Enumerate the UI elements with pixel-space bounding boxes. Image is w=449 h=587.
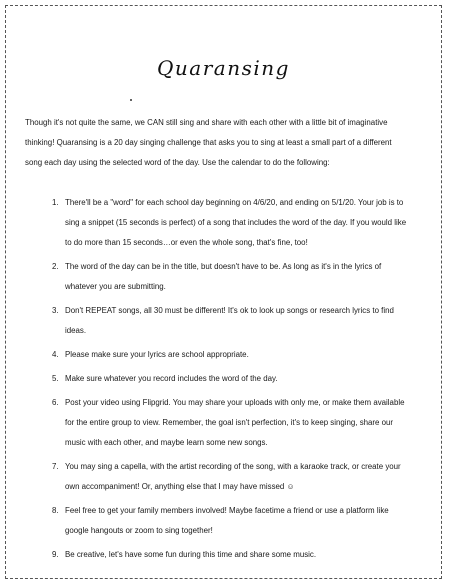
list-item-text: Don't REPEAT songs, all 30 must be different! It's ok to look up songs or research lyrics to find ideas.	[65, 306, 394, 335]
list-item	[25, 393, 410, 453]
document-title: Quaransing	[157, 56, 290, 80]
list-item	[25, 457, 410, 497]
list-item-number: 5.	[52, 374, 59, 383]
list-item	[25, 501, 410, 541]
list-item	[25, 345, 410, 365]
list-item	[25, 545, 410, 565]
list-item-number: 1.	[52, 198, 59, 207]
list-item-text: Make sure whatever you record includes the word of the day.	[65, 374, 278, 383]
list-item-text: You may sing a capella, with the artist recording of the song, with a karaoke track, or create your own accompaniment! Or, anything else that I may have missed ☺	[65, 462, 401, 491]
list-item	[25, 301, 410, 341]
instructions-list	[25, 193, 410, 569]
list-item-text: Please make sure your lyrics are school appropriate.	[65, 350, 249, 359]
list-item	[25, 257, 410, 297]
list-item-number: 9.	[52, 550, 59, 559]
list-item-text: The word of the day can be in the title, but doesn't have to be. As long as it's in the lyrics of whatever you are submitting.	[65, 262, 382, 291]
list-item-number: 3.	[52, 306, 59, 315]
list-item-number: 7.	[52, 462, 59, 471]
list-item-text: Post your video using Flipgrid. You may share your uploads with only me, or make them available for the entire group to view. Remember, the goal isn't perfection, it's to keep singing, share our music with each other, and maybe learn some new songs.	[65, 398, 405, 447]
list-item	[25, 369, 410, 389]
list-item-text: There'll be a "word" for each school day beginning on 4/6/20, and ending on 5/1/20. Your job is to sing a snippet (15 seconds is perfect) of a song that includes the word of the day. If you would like to do more than 15 seconds…or even the whole song, that's fine, too!	[65, 198, 407, 247]
stray-dot	[130, 99, 132, 101]
list-item-number: 2.	[52, 262, 59, 271]
intro-paragraph: Though it's not quite the same, we CAN still sing and share with each other with a little bit of imaginative thinking! Quaransing is a 20 day singing challenge that asks you to sing at least a small part of a different song each day using the selected word of the day. Use the calendar to do the following:	[25, 118, 392, 167]
list-item-number: 4.	[52, 350, 59, 359]
list-item-number: 8.	[52, 506, 59, 515]
list-item-text: Feel free to get your family members involved! Maybe facetime a friend or use a platform like google hangouts or zoom to sing together!	[65, 506, 389, 535]
list-item	[25, 193, 410, 253]
list-item-text: Be creative, let's have some fun during this time and share some music.	[65, 550, 317, 559]
list-item-number: 6.	[52, 398, 59, 407]
